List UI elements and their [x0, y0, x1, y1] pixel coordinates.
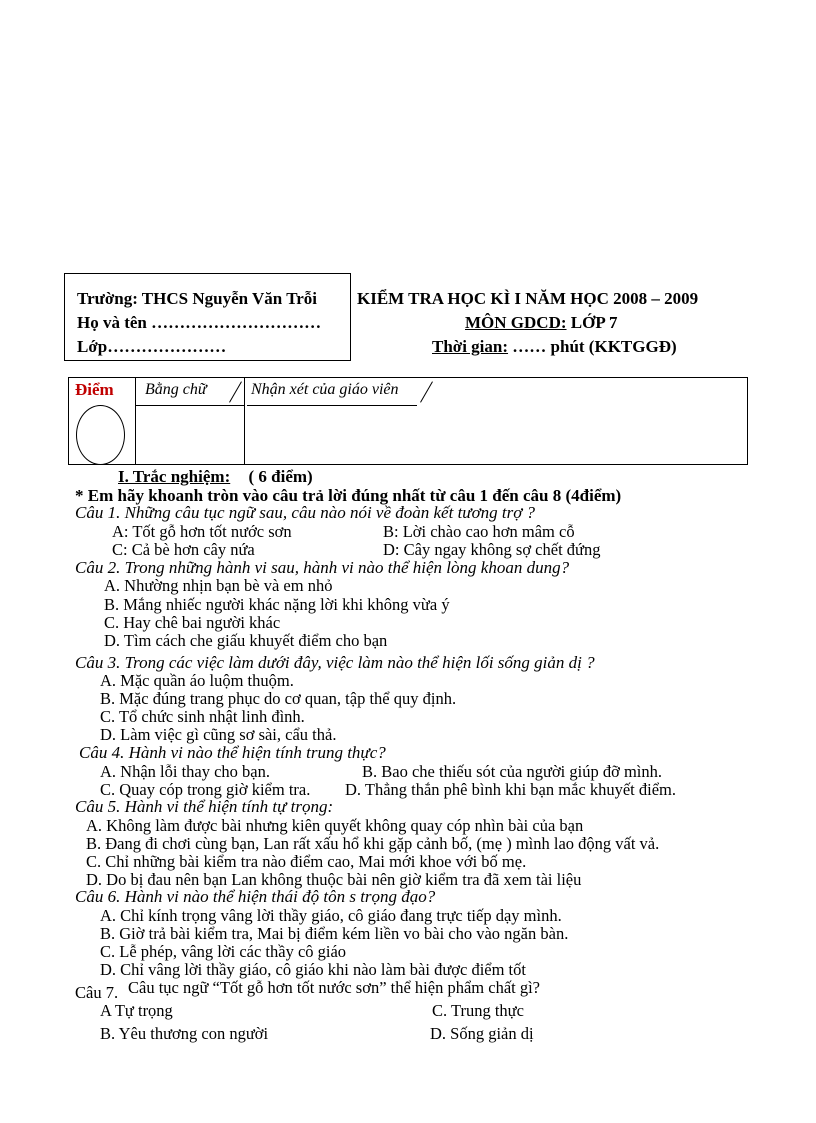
time-label: Thời gian: [432, 337, 509, 356]
q1-answer-d: D: Cây ngay không sợ chết đứng [383, 540, 601, 559]
q6-answer-c: C. Lễ phép, vâng lời các thầy cô giáo [100, 942, 347, 961]
section-heading [118, 467, 313, 487]
q2-answer-a: A. Nhường nhịn bạn bè và em nhỏ [104, 576, 333, 595]
subject-grade: LỚP 7 [570, 313, 618, 332]
question-6: Câu 6. Hành vi nào thể hiện thái độ tôn s trọng đạo? [75, 887, 436, 906]
time-value: …… phút (KKTGGĐ) [512, 337, 677, 356]
student-name-field: Họ và tên ………………………… [77, 313, 322, 332]
q6-answer-d: D. Chỉ vâng lời thầy giáo, cô giáo khi nào làm bài được điểm tốt [100, 960, 526, 979]
header-rule [135, 405, 245, 406]
exam-title: KIỂM TRA HỌC KÌ I NĂM HỌC 2008 – 2009 [357, 289, 699, 308]
q1-answer-b: B: Lời chào cao hơn mâm cỗ [383, 522, 575, 541]
question-4: Câu 4. Hành vi nào thể hiện tính trung thực? [79, 743, 386, 762]
score-divider [135, 378, 136, 464]
subject-line [465, 313, 618, 333]
q4-answer-b: B. Bao che thiếu sót của người giúp đỡ mình. [362, 762, 662, 781]
question-2: Câu 2. Trong những hành vi sau, hành vi nào thể hiện lòng khoan dung? [75, 558, 570, 577]
q2-answer-b: B. Mắng nhiếc người khác nặng lời khi không vừa ý [104, 595, 450, 614]
header-rule [247, 405, 417, 406]
q3-answer-b: B. Mặc đúng trang phục do cơ quan, tập thể quy định. [100, 689, 457, 708]
q4-answer-c: C. Quay cóp trong giờ kiểm tra. [100, 780, 311, 799]
class-field: Lớp………………… [77, 337, 227, 356]
score-in-words-label: Bằng chữ [145, 381, 207, 398]
q7-answer-c: C. Trung thực [432, 1001, 524, 1020]
section-points: ( 6 điểm) [248, 467, 313, 486]
slash-mark [229, 381, 242, 402]
question-5: Câu 5. Hành vi thể hiện tính tự trọng: [75, 797, 334, 816]
school-name: Trường: THCS Nguyễn Văn Trỗi [77, 289, 318, 308]
section-title: I. Trắc nghiệm: [118, 467, 231, 486]
q4-answer-d: D. Thẳng thắn phê bình khi bạn mắc khuyết điểm. [345, 780, 676, 799]
q7-answer-a: A Tự trọng [100, 1001, 173, 1020]
q2-answer-d: D. Tìm cách che giấu khuyết điểm cho bạn [104, 631, 388, 650]
q1-answer-a: A: Tốt gỗ hơn tốt nước sơn [112, 522, 292, 541]
q3-answer-a: A. Mặc quần áo luộm thuộm. [100, 671, 294, 690]
q6-answer-a: A. Chỉ kính trọng vâng lời thầy giáo, cô giáo đang trực tiếp dạy mình. [100, 906, 562, 925]
q7-answer-d: D. Sống giản dị [430, 1024, 534, 1043]
comment-divider [244, 378, 245, 464]
time-line [432, 337, 677, 357]
question-1: Câu 1. Những câu tục ngữ sau, câu nào nói về đoàn kết tương trợ ? [75, 503, 536, 522]
q1-answer-c: C: Cả bè hơn cây nứa [112, 540, 255, 559]
q2-answer-c: C. Hay chê bai người khác [104, 613, 281, 632]
q3-answer-c: C. Tổ chức sinh nhật linh đình. [100, 707, 305, 726]
question-7: Câu tục ngữ “Tốt gỗ hơn tốt nước sơn” thể hiện phẩm chất gì? [128, 978, 541, 997]
q6-answer-b: B. Giờ trả bài kiểm tra, Mai bị điểm kém liền vo bài cho vào ngăn bàn. [100, 924, 569, 943]
instruction: * Em hãy khoanh tròn vào câu trả lời đúng nhất từ câu 1 đến câu 8 (4điểm) [75, 486, 622, 505]
q5-answer-a: A. Không làm được bài nhưng kiên quyết không quay cóp nhìn bài của bạn [86, 816, 584, 835]
score-label: Điểm [75, 380, 114, 399]
q3-answer-d: D. Làm việc gì cũng sơ sài, cẩu thả. [100, 725, 337, 744]
question-3: Câu 3. Trong các việc làm dưới đây, việc làm nào thể hiện lối sống giản dị ? [75, 653, 595, 672]
q4-answer-a: A. Nhận lỗi thay cho bạn. [100, 762, 271, 781]
q7-prefix: Câu 7. [75, 983, 119, 1002]
q5-answer-c: C. Chỉ những bài kiểm tra nào điểm cao, Mai mới khoe với bố mẹ. [86, 852, 527, 871]
slash-mark [420, 381, 433, 402]
subject-label: MÔN GDCD: [465, 313, 567, 332]
q5-answer-b: B. Đang đi chơi cùng bạn, Lan rất xấu hổ khi gặp cảnh bố, (mẹ ) mình lao động vất vả. [86, 834, 660, 853]
q7-answer-b: B. Yêu thương con người [100, 1024, 269, 1043]
score-box [68, 377, 748, 465]
score-circle [76, 405, 125, 465]
q5-answer-d: D. Do bị đau nên bạn Lan không thuộc bài nên giờ kiểm tra đã xem tài liệu [86, 870, 582, 889]
teacher-comment-label: Nhận xét của giáo viên [251, 381, 399, 398]
